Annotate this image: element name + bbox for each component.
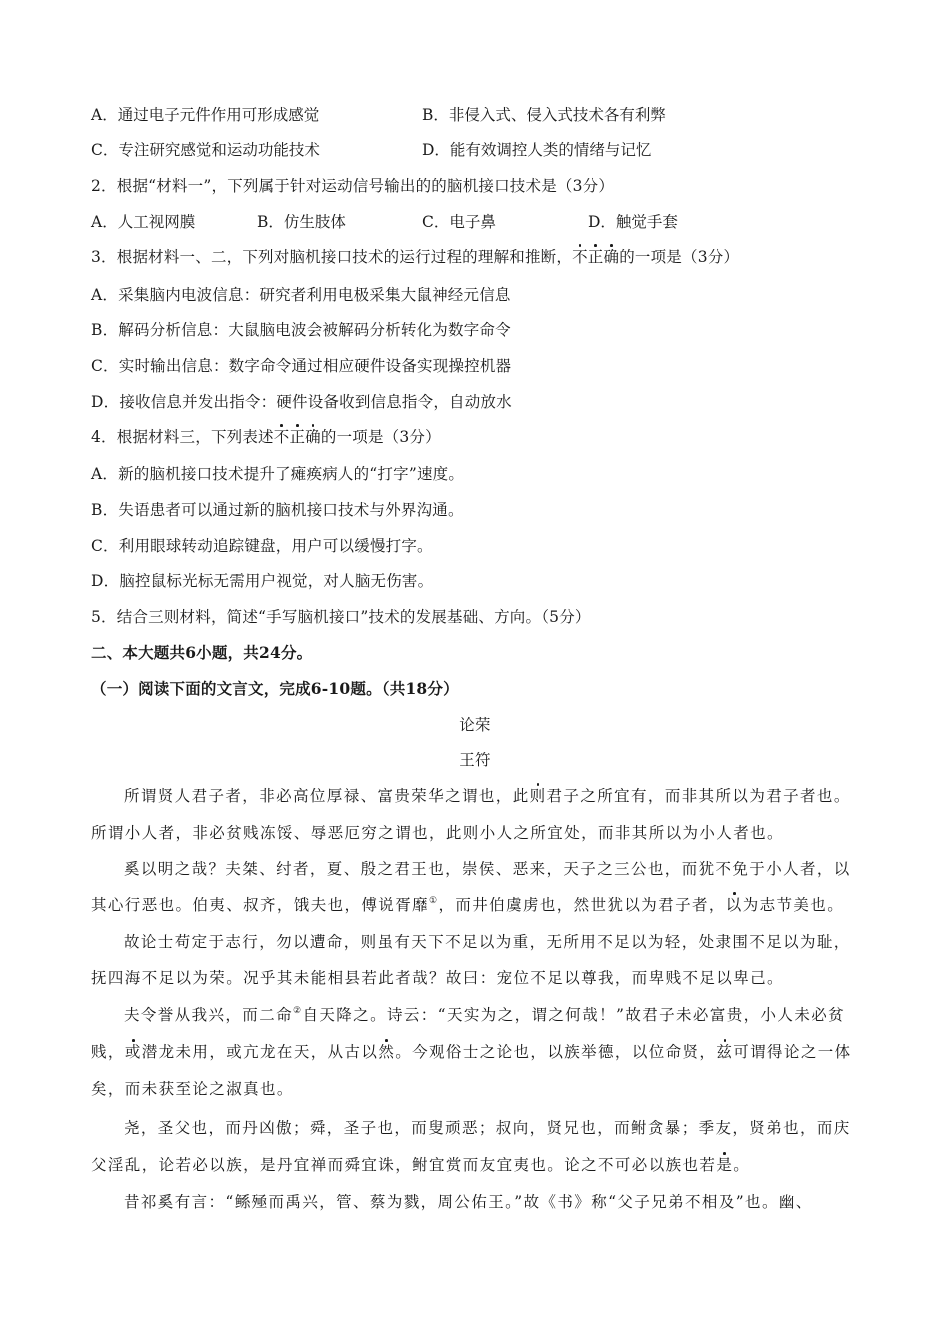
q3-option-a: A．采集脑内电波信息：研究者利用电极采集大鼠神经元信息 <box>91 286 511 304</box>
passage-line: 奚以明之哉？夫桀、纣者，夏、殷之君王也，崇侯、恶来，天子之三公也，而犹不免于小人者，以 <box>124 860 851 878</box>
q2-option-d: D．触觉手套 <box>588 213 678 231</box>
passage-line: 夫令誉从我兴，而二命②自天降之。诗云：“天实为之，谓之何哉！”故君子未必富贵，小人未必贫 <box>124 1006 846 1024</box>
section-heading: 二、本大题共6小题，共24分。 <box>91 643 313 662</box>
q1-options-row-1 <box>91 105 871 125</box>
passage-line: 其心行恶也。伯夷、叔齐，饿夫也，傅说胥靡①，而井伯虞虏也，然世犹以为君子者，以为志节美也。 <box>91 896 845 914</box>
q5-stem: 5．结合三则材料，简述“手写脑机接口”技术的发展基础、方向。（5分） <box>91 608 591 626</box>
q3-option-c: C．实时输出信息：数字命令通过相应硬件设备实现操控机器 <box>91 357 512 375</box>
q2-options-row <box>91 212 871 232</box>
q4-stem <box>91 427 441 447</box>
passage-line: 父淫乱，论若必以族，是丹宜禅而舜宜诛，鲋宜赏而友宜夷也。论之不可必以族也若是。 <box>91 1156 751 1174</box>
q3-stem <box>91 247 739 267</box>
q2-option-a: A．人工视网膜 <box>91 213 196 231</box>
q4-option-c: C．利用眼球转动追踪键盘，用户可以缓慢打字。 <box>91 537 433 555</box>
q2-option-c: C．电子鼻 <box>422 213 496 231</box>
subsection-heading: （一）阅读下面的文言文，完成6-10题。（共18分） <box>91 679 459 698</box>
passage-line: 故论士苟定于志行，勿以遭命，则虽有天下不足以为重，无所用不足以为轻，处隶围不足以为耻， <box>124 933 851 951</box>
q4-stem-post: 的一项是（3分） <box>320 428 441 446</box>
emphasis-char: 正 <box>587 248 604 266</box>
passage-author: 王符 <box>459 751 491 769</box>
q3-option-d: D．接收信息并发出指令：硬件设备收到信息指令，自动放水 <box>91 393 512 411</box>
q1-option-c: C．专注研究感觉和运动功能技术 <box>91 141 320 159</box>
q2-option-b: B．仿生肢体 <box>257 213 346 231</box>
q4-stem-pre: 4．根据材料三，下列表述 <box>91 428 274 446</box>
passage-line: 所谓小人者，非必贫贱冻馁、辱恶厄穷之谓也，此则小人之所宜处，而非其所以为小人者也。 <box>91 824 784 842</box>
passage-line: 抚四海不足以为荣。况乎其未能相县若此者哉？故曰：宠位不足以尊我，而卑贱不足以卑己。 <box>91 969 784 987</box>
footnote-marker: ① <box>429 896 439 906</box>
passage-line: 矣，而未获至论之淑真也。 <box>91 1080 294 1098</box>
emphasis-char: 然 <box>378 1043 396 1061</box>
passage-line: 尧，圣父也，而丹凶傲；舜，圣子也，而叟顽恶；叔向，贤兄也，而鲋贪暴；季友，贤弟也，而庆 <box>124 1119 851 1137</box>
emphasis-char: 是 <box>716 1156 734 1174</box>
q1-option-d: D．能有效调控人类的情绪与记忆 <box>422 141 652 159</box>
passage-line: 所谓贤人君子者，非必高位厚禄、富贵荣华之谓也，此则君子之所宜有，而非其所以为君子者也。 <box>124 787 851 805</box>
footnote-marker: ② <box>293 1006 303 1016</box>
q3-stem-post: 的一项是（3分） <box>619 248 740 266</box>
q4-option-a: A．新的脑机接口技术提升了瘫痪病人的“打字”速度。 <box>91 465 465 483</box>
passage-title: 论荣 <box>459 716 491 734</box>
q4-option-d: D．脑控鼠标光标无需用户视觉，对人脑无伤害。 <box>91 572 434 590</box>
emphasis-char: 不 <box>273 428 290 446</box>
emphasis-char: 不 <box>572 248 588 266</box>
q4-option-b: B．失语患者可以通过新的脑机接口技术与外界沟通。 <box>91 501 464 519</box>
emphasis-char: 正 <box>289 428 306 446</box>
q3-stem-pre: 3．根据材料一、二，下列对脑机接口技术的运行过程的理解和推断， <box>91 248 573 266</box>
q1-options-row-2 <box>91 140 871 160</box>
q1-option-b: B．非侵入式、侵入式技术各有利弊 <box>422 106 666 124</box>
emphasis-char: 则 <box>529 787 547 805</box>
emphasis-char: 兹 <box>716 1043 734 1061</box>
passage-line: 昔祁奚有言：“鲧殛而禹兴，管、蔡为戮，周公佑王。”故《书》称“父子兄弟不相及”也。幽、 <box>124 1193 813 1211</box>
emphasis-char: 或 <box>124 1043 142 1061</box>
q3-option-b: B．解码分析信息：大鼠脑电波会被解码分析转化为数字命令 <box>91 321 511 339</box>
q1-option-a: A．通过电子元件作用可形成感觉 <box>91 106 320 124</box>
emphasis-char: 确 <box>603 248 620 266</box>
q2-stem: 2．根据“材料一”，下列属于针对运动信号输出的的脑机接口技术是（3分） <box>91 177 615 195</box>
emphasis-char: 以 <box>725 896 743 914</box>
emphasis-char: 确 <box>305 428 321 446</box>
passage-line: 贱，或潜龙未用，或亢龙在天，从古以然。今观俗士之论也，以族举德，以位命贤，兹可谓得论之一体 <box>91 1043 852 1061</box>
